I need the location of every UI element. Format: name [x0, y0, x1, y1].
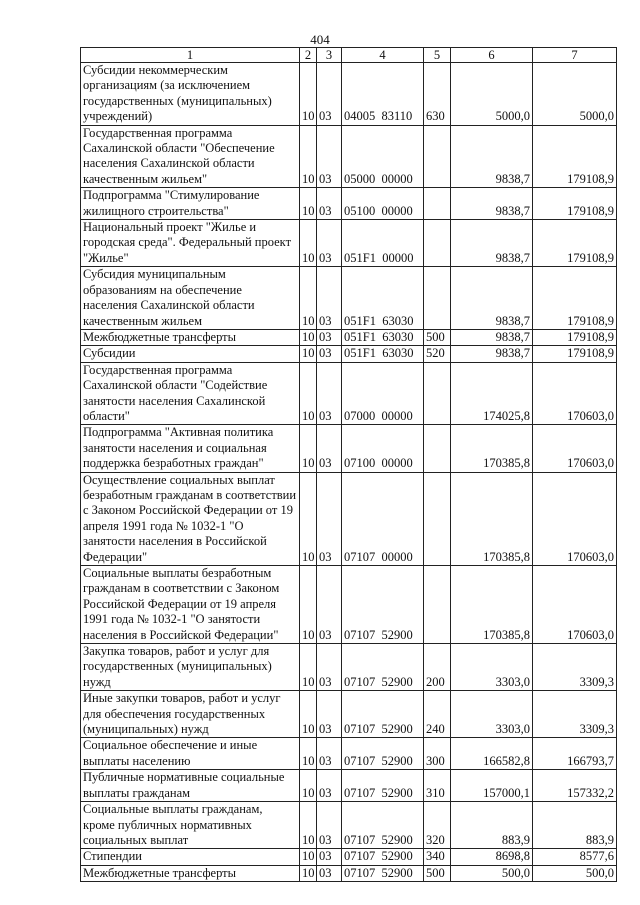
table-row — [81, 188, 617, 220]
section-code: 10 — [300, 125, 317, 188]
target-article-code: 051F1 63030 — [342, 329, 424, 345]
expense-type-code: 630 — [424, 63, 451, 126]
table-row — [81, 362, 617, 425]
amount-year-2: 157332,2 — [533, 770, 617, 802]
amount-year-2: 500,0 — [533, 865, 617, 881]
amount-year-1: 9838,7 — [451, 188, 533, 220]
target-article-code: 07107 52900 — [342, 644, 424, 691]
amount-year-2: 883,9 — [533, 802, 617, 849]
amount-year-1: 166582,8 — [451, 738, 533, 770]
header-col-1: 1 — [81, 48, 300, 63]
target-article-code: 051F1 00000 — [342, 220, 424, 267]
table-row — [81, 472, 617, 565]
table-row — [81, 802, 617, 849]
section-code: 10 — [300, 865, 317, 881]
amount-year-2: 8577,6 — [533, 849, 617, 865]
target-article-code: 07107 52900 — [342, 691, 424, 738]
amount-year-2: 3309,3 — [533, 644, 617, 691]
row-name: Национальный проект "Жилье и городская среда". Федеральный проект "Жилье" — [81, 220, 300, 267]
section-code: 10 — [300, 472, 317, 565]
table-row — [81, 329, 617, 345]
target-article-code: 07107 52900 — [342, 738, 424, 770]
table-row — [81, 220, 617, 267]
section-code: 10 — [300, 849, 317, 865]
row-name: Субсидии — [81, 346, 300, 362]
row-name: Государственная программа Сахалинской области "Содействие занятости населения Сахалинской области" — [81, 362, 300, 425]
header-col-6: 6 — [451, 48, 533, 63]
amount-year-1: 883,9 — [451, 802, 533, 849]
section-code: 10 — [300, 267, 317, 330]
amount-year-1: 5000,0 — [451, 63, 533, 126]
target-article-code: 07107 52900 — [342, 865, 424, 881]
table-row — [81, 346, 617, 362]
subsection-code: 03 — [317, 691, 342, 738]
amount-year-1: 3303,0 — [451, 644, 533, 691]
row-name: Субсидии некоммерческим организациям (за исключением государственных (муниципальных) учреждений) — [81, 63, 300, 126]
amount-year-2: 179108,9 — [533, 329, 617, 345]
target-article-code: 04005 83110 — [342, 63, 424, 126]
amount-year-2: 170603,0 — [533, 425, 617, 472]
row-name: Субсидия муниципальным образованиям на обеспечение населения Сахалинской области качественным жильем — [81, 267, 300, 330]
table-row — [81, 691, 617, 738]
amount-year-2: 179108,9 — [533, 346, 617, 362]
expense-type-code — [424, 472, 451, 565]
subsection-code: 03 — [317, 329, 342, 345]
row-name: Социальные выплаты безработным гражданам в соответствии с Законом Российской Федерации от 19 апреля 1991 года № 1032-1 "О занятости населения в Российской Федерации" — [81, 566, 300, 644]
table-body — [81, 63, 617, 882]
subsection-code: 03 — [317, 425, 342, 472]
table-row — [81, 566, 617, 644]
target-article-code: 07107 52900 — [342, 566, 424, 644]
header-row — [81, 48, 617, 63]
target-article-code: 07000 00000 — [342, 362, 424, 425]
target-article-code: 07107 52900 — [342, 802, 424, 849]
section-code: 10 — [300, 566, 317, 644]
row-name: Закупка товаров, работ и услуг для государственных (муниципальных) нужд — [81, 644, 300, 691]
subsection-code: 03 — [317, 566, 342, 644]
section-code: 10 — [300, 329, 317, 345]
expense-type-code — [424, 188, 451, 220]
row-name: Межбюджетные трансферты — [81, 329, 300, 345]
section-code: 10 — [300, 738, 317, 770]
row-name: Государственная программа Сахалинской области "Обеспечение населения Сахалинской области качественным жильем" — [81, 125, 300, 188]
subsection-code: 03 — [317, 362, 342, 425]
target-article-code: 07107 52900 — [342, 770, 424, 802]
row-name: Межбюджетные трансферты — [81, 865, 300, 881]
table-row — [81, 63, 617, 126]
amount-year-1: 157000,1 — [451, 770, 533, 802]
subsection-code: 03 — [317, 472, 342, 565]
amount-year-2: 166793,7 — [533, 738, 617, 770]
subsection-code: 03 — [317, 125, 342, 188]
subsection-code: 03 — [317, 738, 342, 770]
expense-type-code — [424, 125, 451, 188]
row-name: Стипендии — [81, 849, 300, 865]
amount-year-1: 8698,8 — [451, 849, 533, 865]
amount-year-1: 500,0 — [451, 865, 533, 881]
header-col-2: 2 — [300, 48, 317, 63]
row-name: Осуществление социальных выплат безработным гражданам в соответствии с Законом Российской Федерации от 19 апреля 1991 года № 1032-1 "О занятости населения в Российской Федерации" — [81, 472, 300, 565]
table-row — [81, 738, 617, 770]
subsection-code: 03 — [317, 770, 342, 802]
section-code: 10 — [300, 346, 317, 362]
amount-year-1: 9838,7 — [451, 267, 533, 330]
amount-year-1: 170385,8 — [451, 425, 533, 472]
expense-type-code — [424, 566, 451, 644]
expense-type-code: 520 — [424, 346, 451, 362]
amount-year-2: 170603,0 — [533, 472, 617, 565]
expense-type-code: 300 — [424, 738, 451, 770]
subsection-code: 03 — [317, 346, 342, 362]
subsection-code: 03 — [317, 644, 342, 691]
budget-table — [80, 47, 617, 882]
subsection-code: 03 — [317, 188, 342, 220]
amount-year-1: 174025,8 — [451, 362, 533, 425]
expense-type-code: 240 — [424, 691, 451, 738]
expense-type-code: 500 — [424, 329, 451, 345]
target-article-code: 051F1 63030 — [342, 346, 424, 362]
table-row — [81, 770, 617, 802]
row-name: Публичные нормативные социальные выплаты гражданам — [81, 770, 300, 802]
subsection-code: 03 — [317, 220, 342, 267]
header-col-4: 4 — [342, 48, 424, 63]
target-article-code: 07107 00000 — [342, 472, 424, 565]
subsection-code: 03 — [317, 849, 342, 865]
amount-year-1: 9838,7 — [451, 329, 533, 345]
table-row — [81, 865, 617, 881]
expense-type-code — [424, 425, 451, 472]
section-code: 10 — [300, 770, 317, 802]
row-name: Социальное обеспечение и иные выплаты населению — [81, 738, 300, 770]
amount-year-2: 179108,9 — [533, 125, 617, 188]
amount-year-1: 9838,7 — [451, 346, 533, 362]
expense-type-code: 310 — [424, 770, 451, 802]
subsection-code: 03 — [317, 63, 342, 126]
expense-type-code: 500 — [424, 865, 451, 881]
subsection-code: 03 — [317, 802, 342, 849]
target-article-code: 05100 00000 — [342, 188, 424, 220]
section-code: 10 — [300, 188, 317, 220]
section-code: 10 — [300, 63, 317, 126]
table-row — [81, 125, 617, 188]
row-name: Иные закупки товаров, работ и услуг для обеспечения государственных (муниципальных) нужд — [81, 691, 300, 738]
row-name: Подпрограмма "Активная политика занятости населения и социальная поддержка безработных граждан" — [81, 425, 300, 472]
expense-type-code: 340 — [424, 849, 451, 865]
expense-type-code — [424, 220, 451, 267]
page-number: 404 — [310, 32, 330, 47]
target-article-code: 07107 52900 — [342, 849, 424, 865]
header-col-3: 3 — [317, 48, 342, 63]
subsection-code: 03 — [317, 865, 342, 881]
target-article-code: 051F1 63030 — [342, 267, 424, 330]
table-row — [81, 849, 617, 865]
row-name: Подпрограмма "Стимулирование жилищного строительства" — [81, 188, 300, 220]
subsection-code: 03 — [317, 267, 342, 330]
section-code: 10 — [300, 362, 317, 425]
target-article-code: 05000 00000 — [342, 125, 424, 188]
section-code: 10 — [300, 644, 317, 691]
expense-type-code — [424, 267, 451, 330]
section-code: 10 — [300, 425, 317, 472]
header-col-5: 5 — [424, 48, 451, 63]
amount-year-2: 170603,0 — [533, 566, 617, 644]
expense-type-code: 200 — [424, 644, 451, 691]
section-code: 10 — [300, 691, 317, 738]
section-code: 10 — [300, 802, 317, 849]
expense-type-code — [424, 362, 451, 425]
target-article-code: 07100 00000 — [342, 425, 424, 472]
amount-year-2: 179108,9 — [533, 267, 617, 330]
table-row — [81, 644, 617, 691]
amount-year-1: 170385,8 — [451, 472, 533, 565]
amount-year-2: 5000,0 — [533, 63, 617, 126]
section-code: 10 — [300, 220, 317, 267]
amount-year-2: 170603,0 — [533, 362, 617, 425]
amount-year-2: 3309,3 — [533, 691, 617, 738]
amount-year-1: 9838,7 — [451, 125, 533, 188]
row-name: Социальные выплаты гражданам, кроме публичных нормативных социальных выплат — [81, 802, 300, 849]
header-col-7: 7 — [533, 48, 617, 63]
amount-year-1: 9838,7 — [451, 220, 533, 267]
amount-year-1: 3303,0 — [451, 691, 533, 738]
amount-year-1: 170385,8 — [451, 566, 533, 644]
table-row — [81, 267, 617, 330]
expense-type-code: 320 — [424, 802, 451, 849]
amount-year-2: 179108,9 — [533, 220, 617, 267]
table-row — [81, 425, 617, 472]
amount-year-2: 179108,9 — [533, 188, 617, 220]
